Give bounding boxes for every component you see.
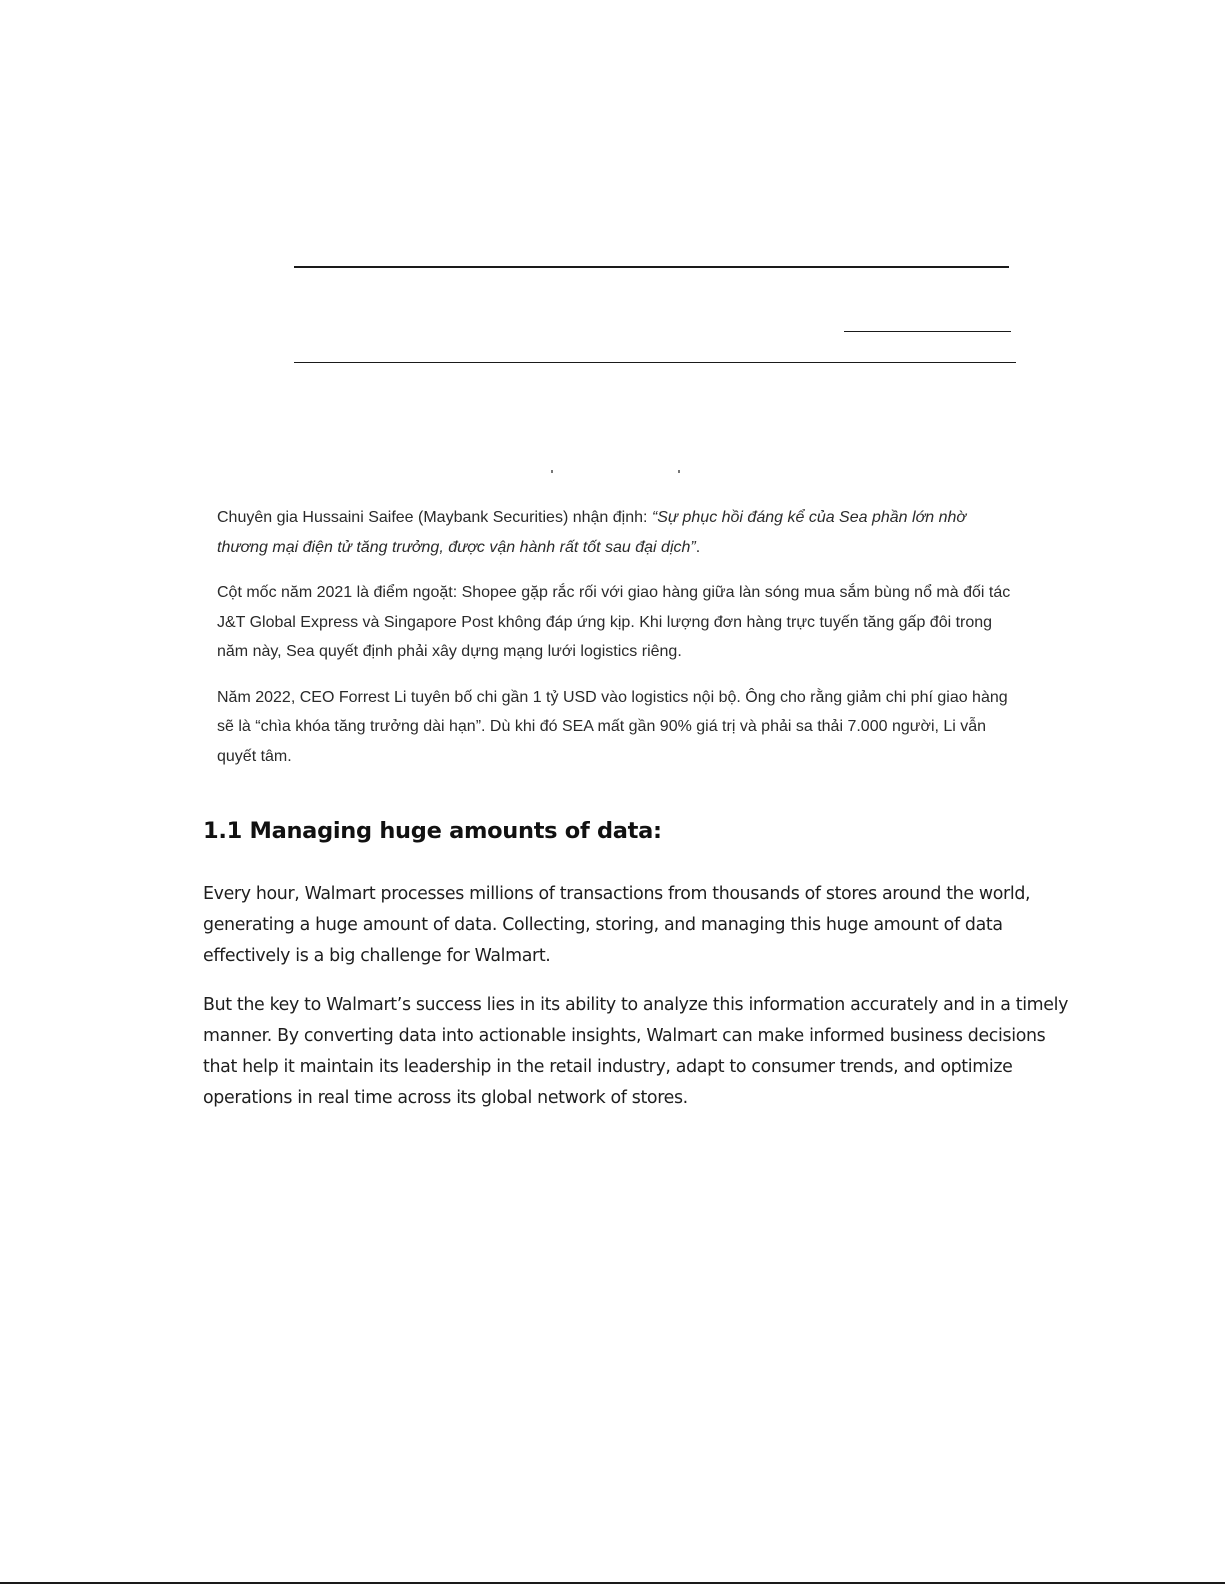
expert-quote: “Sự phục hồi đáng kể của Sea phần lớn nhờ thương mại điện tử tăng trưởng, được vận hành rất tốt sau đại dịch”: [217, 509, 967, 556]
text-fragment-mark: [551, 470, 553, 473]
short-rule: [844, 331, 1011, 332]
text-fragment-mark: [678, 470, 680, 473]
cropped-text-fragments: [513, 470, 813, 478]
body-paragraph-2: But the key to Walmart’s success lies in its ability to analyze this information accurately and in a timely manner. By converting data into actionable insights, Walmart can make informed business decisions that help it maintain its leadership in the retail industry, adapt to consumer trends, and optimize operations in real time across its global network of stores.: [203, 995, 1069, 1108]
vietnamese-article-excerpt: [217, 503, 1017, 787]
excerpt-paragraph-2: Cột mốc năm 2021 là điểm ngoặt: Shopee gặp rắc rối với giao hàng giữa làn sóng mua sắm bùng nổ mà đối tác J&T Global Express và Singapore Post không đáp ứng kịp. Khi lượng đơn hàng trực tuyến tăng gấp đôi trong năm này, Sea quyết định phải xây dựng mạng lưới logistics riêng.: [217, 584, 1011, 660]
middle-rule: [294, 362, 1016, 363]
excerpt-paragraph-3: Năm 2022, CEO Forrest Li tuyên bố chi gần 1 tỷ USD vào logistics nội bộ. Ông cho rằng giảm chi phí giao hàng sẽ là “chìa khóa tăng trưởng dài hạn”. Dù khi đó SEA mất gần 90% giá trị và phải sa thải 7.000 người, Li vẫn quyết tâm.: [217, 688, 1008, 765]
excerpt-paragraph-1: [217, 503, 1017, 562]
section-body: [203, 879, 1083, 1133]
bottom-page-border: [0, 1582, 1225, 1584]
excerpt-end-punct: .: [695, 538, 701, 556]
top-rule: [294, 266, 1009, 268]
body-paragraph-1: Every hour, Walmart processes millions of transactions from thousands of stores around the world, generating a huge amount of data. Collecting, storing, and managing this huge amount of data effectively is a big challenge for Walmart.: [203, 884, 1031, 966]
excerpt-lead-text: Chuyên gia Hussaini Saifee (Maybank Securities) nhận định:: [217, 509, 652, 526]
section-heading: 1.1 Managing huge amounts of data:: [203, 818, 662, 844]
